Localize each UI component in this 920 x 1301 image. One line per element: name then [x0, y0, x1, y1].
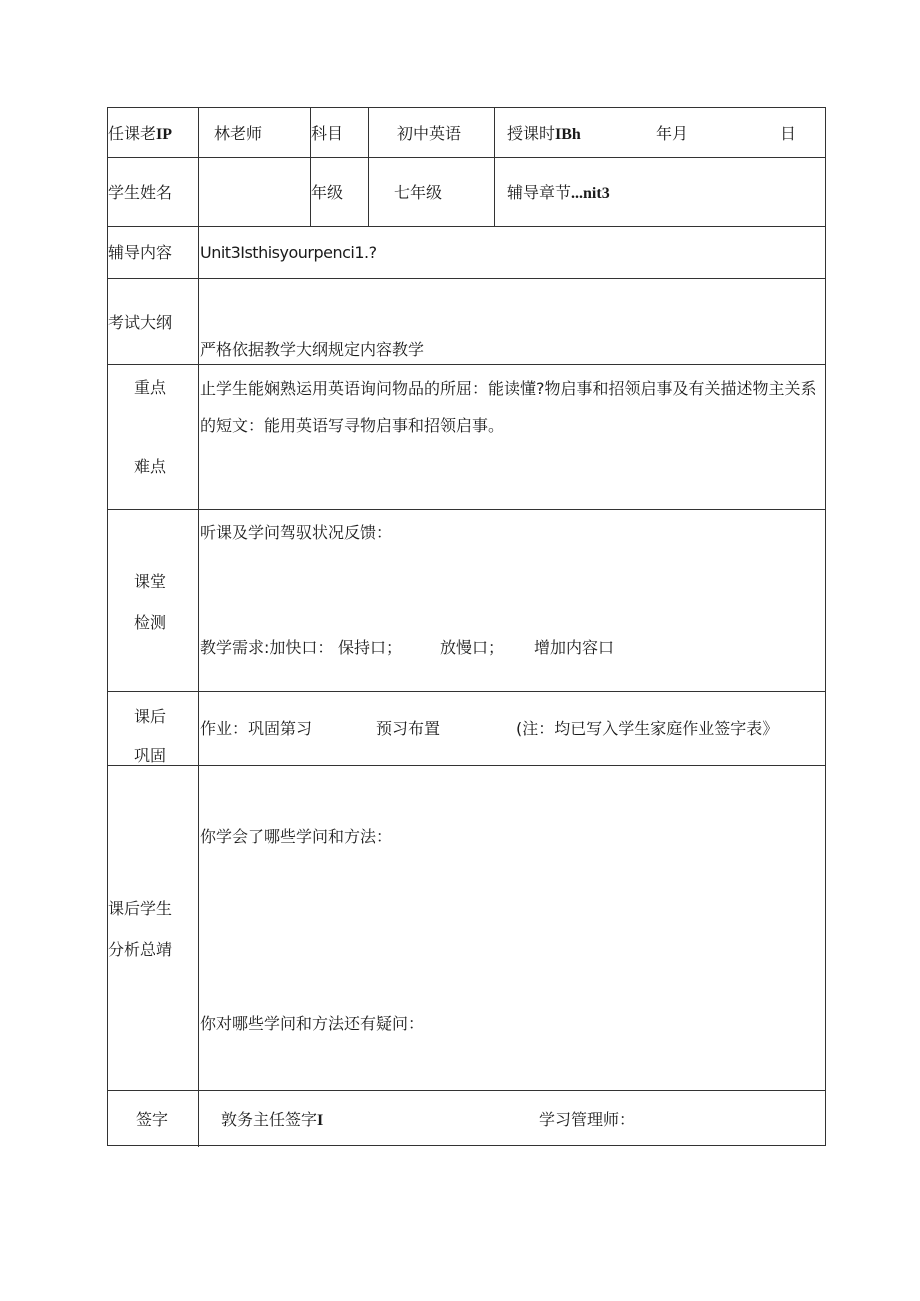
row-divider: [108, 226, 825, 227]
director-signature: 敦务主任签字I: [221, 1110, 324, 1129]
key-points-value: 止学生能娴熟运用英语询问物品的所屈：能读懂?物启事和招领启事及有关描述物主关系的短文：能用英语写寻物启事和招领启事。: [200, 379, 817, 435]
signature-label: 签字: [136, 1110, 169, 1129]
subject-value: 初中英语: [397, 124, 462, 143]
slow-option: 放慢口；: [440, 638, 505, 657]
row-divider: [108, 691, 825, 692]
subject-label: 科目: [311, 124, 344, 143]
label-column-divider: [198, 108, 199, 1147]
learned-prompt: 你学会了哪些学问和方法：: [200, 827, 393, 846]
year-month-label: 年月: [656, 124, 689, 143]
teacher-value: 林老师: [214, 124, 263, 143]
content-label: 辅导内容: [108, 243, 173, 262]
row-divider: [108, 1090, 825, 1091]
keep-option: 保持口；: [338, 638, 403, 657]
add-content-option: 增加内容口: [534, 638, 615, 657]
analysis-label: 课后学生: [108, 899, 173, 918]
lesson-time-label: 授课时IBh: [507, 124, 581, 143]
learning-manager-signature: 学习管理师：: [539, 1110, 636, 1129]
column-divider: [494, 108, 495, 226]
row-divider: [108, 509, 825, 510]
grade-value: 七年级: [394, 183, 443, 202]
student-name-label: 学生姓名: [108, 183, 173, 202]
preview-text: 预习布置: [376, 719, 441, 738]
after-class-label: 课后: [134, 707, 167, 726]
row-divider: [108, 364, 825, 365]
exam-outline-value: 严格依据教学大纲规定内容教学: [200, 340, 425, 359]
row-divider: [108, 278, 825, 279]
teacher-label: 任课老IP: [108, 124, 173, 143]
homework-text: 作业：巩固第习: [200, 719, 313, 738]
difficulties-label: 难点: [134, 457, 167, 476]
classroom-check-label: 课堂: [134, 572, 167, 591]
chapter-label: 辅导章节...nit3: [507, 183, 610, 202]
feedback-text: 听课及学问驾驭状况反馈：: [200, 523, 393, 542]
row-divider: [108, 157, 825, 158]
grade-label: 年级: [311, 183, 344, 202]
tutoring-record-form: [107, 107, 826, 1146]
doubts-prompt: 你对哪些学问和方法还有疑问：: [200, 1014, 425, 1033]
key-points-label: 重点: [134, 378, 167, 397]
analysis-label-2: 分析总靖: [108, 940, 173, 959]
row-divider: [108, 765, 825, 766]
after-class-label-2: 巩固: [134, 746, 167, 765]
content-value: Unit3Isthisyourpenci1.?: [200, 243, 377, 262]
teaching-needs-label: 教学需求:加快口：: [200, 638, 334, 657]
homework-note: (注：均已写入学生家庭作业签字表》: [516, 719, 779, 738]
column-divider: [368, 108, 369, 226]
exam-outline-label: 考试大纲: [108, 313, 173, 332]
classroom-check-label-2: 检测: [134, 613, 167, 632]
day-label: 日: [780, 124, 797, 143]
